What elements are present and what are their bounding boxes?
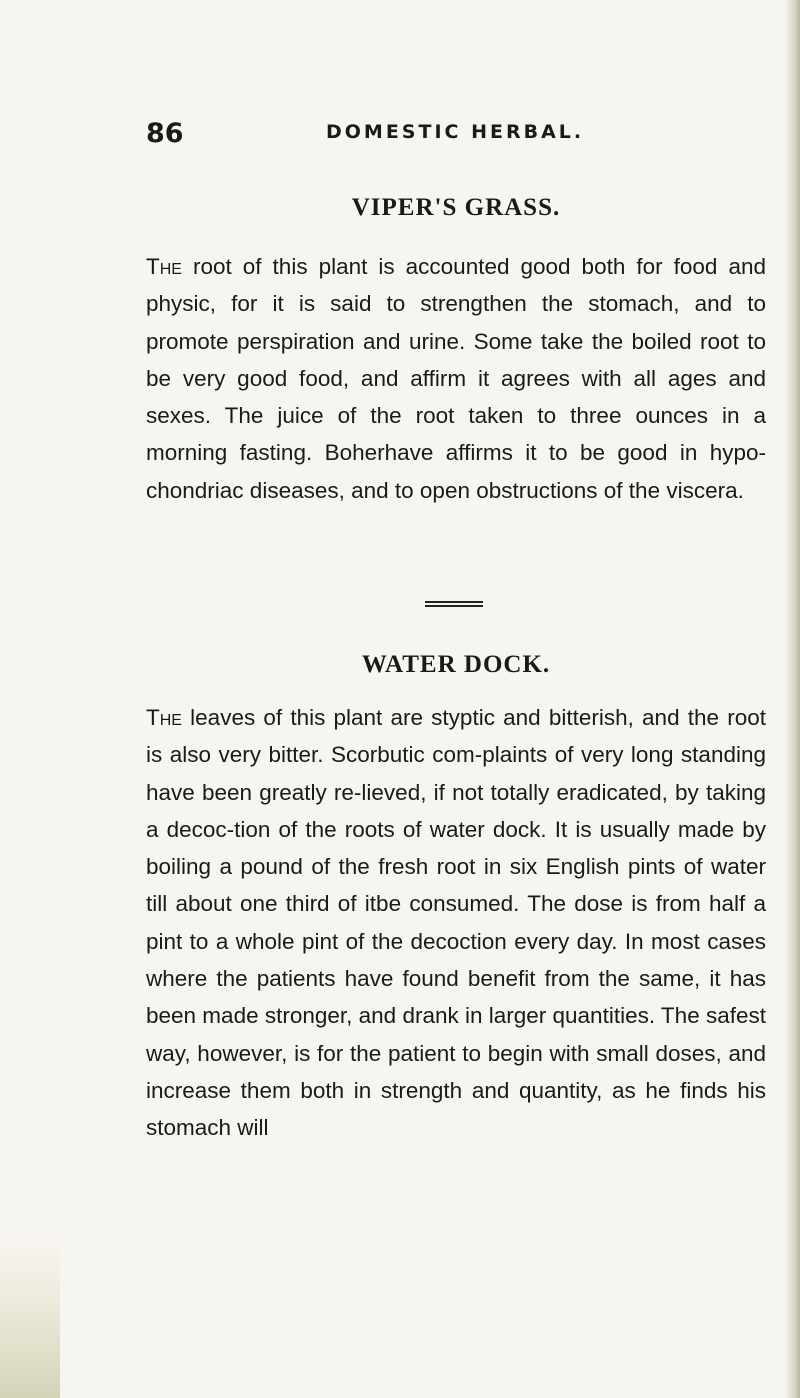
section-divider: [425, 601, 483, 607]
section-body: [146, 248, 766, 509]
page-header: [146, 118, 746, 148]
page-edge: [786, 0, 800, 1398]
section-text: leaves of this plant are styptic and bitterish, and the root is also very bitter. Scorbutic com-plaints of very long standing have been greatly re-lieved, if not totally eradicated, by taking a decoc-tion of the roots of water dock. It is usually made by boiling a pound of the fresh root in six English pints of water till about one third of itbe consumed. The dose is from half a pint to a whole pint of the decoction every day. In most cases where the patients have found benefit from the same, it has been made stronger, and drank in larger quantities. The safest way, however, is for the patient to begin with small doses, and increase them both in strength and quantity, as he finds his stomach will: [146, 705, 766, 1141]
section-lead-word: The: [146, 705, 182, 730]
section-title: WATER DOCK.: [361, 651, 551, 678]
running-head: DOMESTIC HERBAL.: [326, 121, 585, 143]
section-vipers-grass: [146, 188, 766, 509]
section-water-dock: [146, 645, 766, 1147]
section-lead-word: The: [146, 254, 182, 279]
section-text: root of this plant is accounted good both for food and physic, for it is said to strengthen the stomach, and to promote perspiration and urine. Some take the boiled root to be very good food, and affirm it agrees with all ages and sexes. The juice of the root taken to three ounces in a morning fasting. Boherhave affirms it to be good in hypo-chondriac diseases, and to open obstructions of the viscera.: [146, 254, 766, 503]
page-number: 86: [146, 118, 184, 149]
paper-stain: [0, 1238, 60, 1398]
section-title: VIPER'S GRASS.: [351, 194, 561, 221]
section-body: [146, 699, 766, 1147]
